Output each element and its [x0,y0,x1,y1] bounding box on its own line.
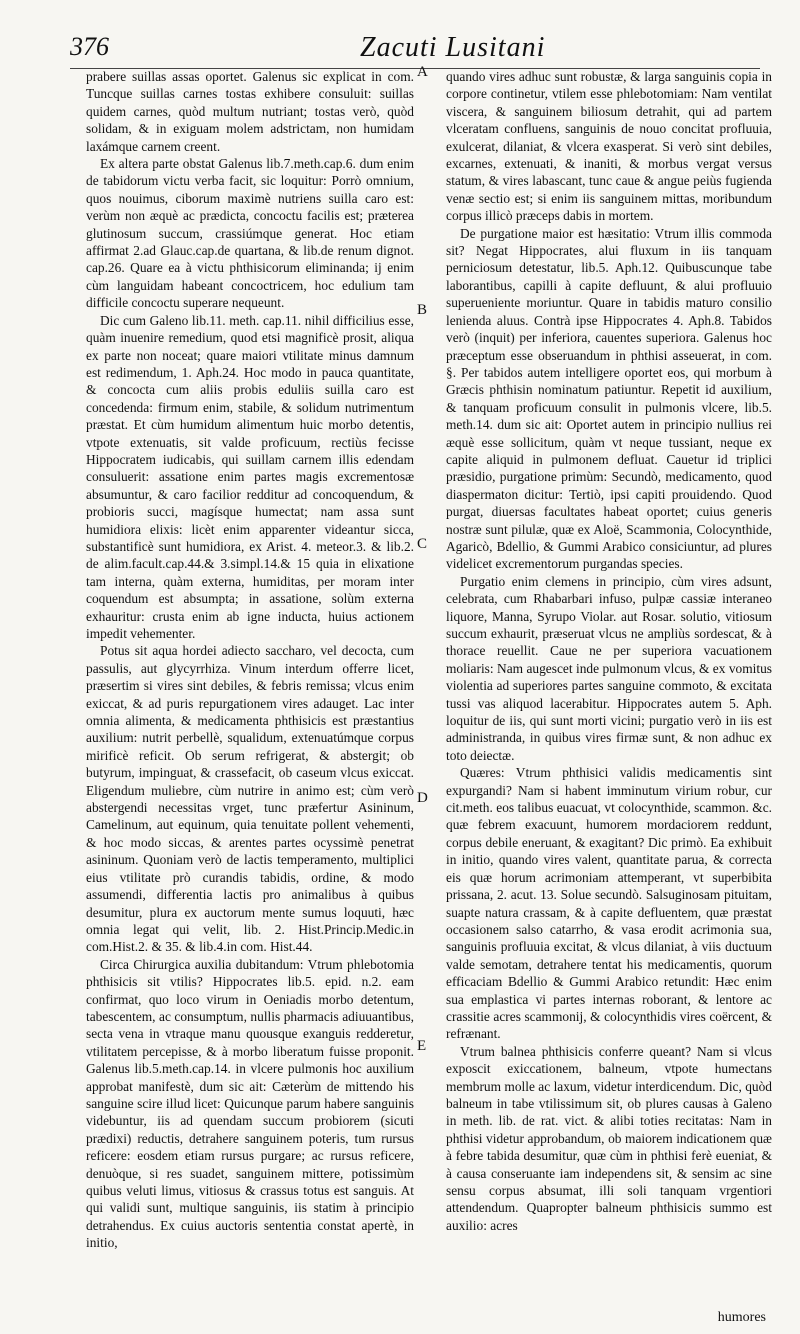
left-column [86,68,414,1326]
right-column [446,68,772,1326]
page-header [70,30,760,69]
right-paragraph: Purgatio enim clemens in principio, cùm vires adsunt, celebrata, cum Rhabarbari infuso, pulpæ cassiæ interaneo liquore, Manna, Syrupo Violar. aut Rosar. solutio, vitiosum succum exhaurit, præseruat vlcus ne ampliùs sordescat, & à thorace reuellit. Caue ne per superiora vacuationem moliaris: Nam augescet inde pulmonum vlcus, & ex vomitus violentia ad superiores partes sanguine commoto, & excitata tussi vas aliquod lacerabitur. Hippocrates autem 5. Aph. loquitur de iis, qui sunt morti vicini; purgatio verò in iis est administranda, in quibus vires firmæ sunt, & non adhuc ex toto deiectæ. [446,573,772,763]
right-paragraph: Quæres: Vtrum phthisici validis medicamentis sint expurgandi? Nam si habent imminutum virium robur, cur cit.meth. eos talibus euacuat, vt colocynthide, scammon. &c. quæ febrem exacuunt, humorem mordaciorem reddunt, corpus debile eneruant, & exagitant? Dic primò. Ea exhibuit in initio, quando vires valent, quantitate parua, & correcta eis quæ horum acrimoniam attemperant, vt superbibita prissana, 2. acut. 13. Solue secundò. Salsuginosam pituitam, suapte natura crassam, & à capite defluentem, quæ præstat occasionem salso catarrho, & vasa erodit acrimonia sua, sanguinis profluuia excitat, & vlcus dilaniat, à viis ductuum valde semotam, detrahere tentat his medicamentis, quorum efficaciam Bdellio & Gummi Arabico retundit: Hæc enim sua emplastica vi partes internas roborant, & lentore ac crassitie acres scammonij, & colocynthidis vires coërcent, & refrænant. [446,765,772,1042]
right-paragraph: quando vires adhuc sunt robustæ, & larga sanguinis copia in corpore continetur, vtilem esse phlebotomiam: Nam ventilat viscera, & sanguinem biliosum detrahit, qui ad partem vlceratam confluens, sanguinis de nouo concitat profluuia, exulcerat, dilaniat, & vlcera exasperat. Si verò sint debiles, excarnes, extenuati, & inaniti, & morbus vergat versus statum, & vires labascant, tunc caue & angue peiùs fugienda venæ sectio est; si enim iis sanguinem mittas, moribundum corpus illicò præceps dabis in mortem. [446,69,772,224]
left-paragraph: Circa Chirurgica auxilia dubitandum: Vtrum phlebotomia phthisicis sit vtilis? Hippocrates lib.5. epid. n.2. eam confirmat, quo loco virum in Oeniadis morbo detentum, tabescentem, ac consumptum, nullis pharmacis adiuuantibus, secta vena in vtraque manu quousque exanguis redderetur, vtilitatem percepisse, & à morbo liberatum fuisse proponit. Galenus lib.5.meth.cap.14. in vlcere pulmonis hoc auxilium approbat manifestè, dum sic ait: Cæterùm de mittendo his sanguine scire illud licet: Quicunque parum habere sanguinis videbuntur, iis ad quendam succum probiorem (sicuti prædixi) reductis, detrahere sanguinem poteris, tum rursus reficere: eosdem etiam rursus purgare; ac rursus reficere, denuòque, si res suadet, sanguinem mittere, potissimùm quibus veluti limus, vitiosus & crassus totus est sanguis. At qui validi sunt, multique sanguinis, iis statim à principio detrahendus. Ex cuius auctoris sententia constat apertè, in initio, [86,956,414,1251]
left-paragraph: Ex altera parte obstat Galenus lib.7.meth.cap.6. dum enim de tabidorum victu verba facit, sic loquitur: Porrò omnium, quos nouimus, ciborum maximè nutriens suilla caro est: verùm non æquè ac prædicta, concoctu facilis est; præterea glutinosum succum, crassiúmque generat. Hoc etiam affirmat 2.ad Glauc.cap.de quartana, & lib.de renum dignot. cap.26. Quare ea à victu phthisicorum eliminanda; ij enim cùm languidam habeant concoctricem, hoc edulium tam difficile concoctu superare nequeunt. [86,156,414,311]
page-number: 376 [70,32,109,61]
left-paragraph: Dic cum Galeno lib.11. meth. cap.11. nihil difficilius esse, quàm inuenire remedium, quod etsi magnificè prosit, aliqua ex parte non noceat; quare maiori vtilitate minus damnum est redimendum, 1. Aph.24. Hoc modo in pauca quantitate, & concocta cum aliis probis eduliis suilla caro est concedenda: firmum enim, stabile, & solidum nutrimentum præstat. Et cùm humidum alimentum huic morbo detentis, vtpote extenuatis, sit valde proficuum, rectiùs fecisse Hippocratem iudicabis, qui suillam carnem illis edendam consuluerit: assatione enim partes magis excrementosæ absumuntur, & caro facilior redditur ad concoquendum, & probioris succi, magísque humectat; nam assa sunt humidiora elixis: licèt enim apparenter videantur sicca, substantificè sunt humidiora, ex Arist. 4. meteor.3. & lib.2. de alim.facult.cap.44.& 3.simpl.14.& 15 quia in elixatione tam interna, quàm externa, humiditas, per moram inter coquendum est absumpta; in assatione, solùm externa exhauritur: crusta enim ab igne inducta, huius actionem impedit vehementer. [86,312,414,641]
left-paragraph: Potus sit aqua hordei adiecto saccharo, vel decocta, cum passulis, aut glycyrrhiza. Vinum interdum offerre licet, præsertim si vires sint debiles, & febris remissa; vlcus enim exiccat, & ad puris repurgationem vires adauget. Lac inter omnia alimenta, & medicamenta phthisicis est præstantius auxilium: nutrit perbellè, squalidum, extenuatúmque corpus mirificè reficit. Ob serum refrigerat, & abstergit; ob butyrum, impinguat, & crassefacit, ob caseum vlcus exiccat. Eligendum muliebre, cùm nutrire in animo est; cùm verò abstergendi necessitas vrget, tunc præfertur Asininum, Camelinum, aut equinum, quia tenuitate pollent vehementi, & hoc modo siccas, & arentes partes ocyssimè penetrat asininum. Quoniam verò de lactis temperamento, multiplici eius vtilitate prò curandis tabidis, ordine, & modo assumendi, differentia lactis pro animalibus à quibus desumitur, plura ex auctorum mente sumus loquuti, hæc omnia legat qui velit, lib. 2. Hist.Princip.Medic.in com.Hist.2. & 35. & lib.4.in com. Hist.44. [86,643,414,955]
right-paragraph: Vtrum balnea phthisicis conferre queant? Nam si vlcus exposcit exiccationem, balneum, vtpote humectans membrum molle ac laxum, videtur interdicendum. Dic, quòd balneum in tabe vtilissimum sit, ob plures causas à Galeno in meth. lib. de rat. vict. & alibi toties recitatas: Nam in phthisi videtur approbandum, ob maiorem indicationem quæ à febre tabida desumitur, quæ cùm in phthisi ferè eueniat, & à causa conseruante iam independens sit, & sensim ac sine sensu corpus absumat, illi soli tanquam vrgentiori attendendum. Quapropter balneum phthisicis summo est auxilio: acres [446,1043,772,1233]
section-marker-a: A [417,64,428,80]
catchword: humores [717,1310,766,1325]
running-head: Zacuti Lusitani [360,32,546,63]
section-marker-d: D [417,790,428,806]
section-marker-c: C [417,536,428,552]
section-marker-b: B [417,302,428,318]
right-paragraph: De purgatione maior est hæsitatio: Vtrum illis commoda sit? Negat Hippocrates, alui fluxum in iis tanquam perniciosum detestatur, lib.5. Aph.12. Quibuscunque tabe laborantibus, capilli à capite defluunt, & alui profluuio superueniente moriuntur. Quare in tabidis maturo consilio lenienda aluus. Contrà ipse Hippocrates 4. Aph.8. Tabidos verò (inquit) per inferiora, cauentes superiora. Galenus hoc præceptum esse obseruandum in phthisi asseuerat, in com. §. Per tabidos autem intelligere oportet eos, qui morbum à Græcis phthisin nominatum patiuntur. Repetit id auxilium, & tanquam proficuum consulit in pulmonis vlcere, lib.5. meth.14. dum sic ait: Oportet autem in principio nullius rei æquè esse sollicitum, quàm vt neque tussiant, neque ex capite aliquid in pulmonem defluat. Cauetur id triplici præsidio, purgatione primùm: Secundò, medicamento, quod diaspermaton dicitur: Tertiò, ipsi capiti prouidendo. Quod purgat, diuersas facultates habeat oportet; cuius generis nostræ sunt pilulæ, quæ ex Aloë, Scammonia, Colocynthide, Agaricò, Bdellio, & Gummi Arabico consiciuntur, ad plures videlicet excrementorum purgandas species. [446,225,772,572]
section-marker-e: E [417,1038,427,1054]
left-paragraph: prabere suillas assas oportet. Galenus sic explicat in com. Tuncque suillas carnes tostas exhibere consuluit: suillas quidem carnes, quòd multum nutriant; tostas verò, quòd solidam, & in exiguam molem adstrictam, non humidam laxámque carnem creent. [86,69,414,154]
